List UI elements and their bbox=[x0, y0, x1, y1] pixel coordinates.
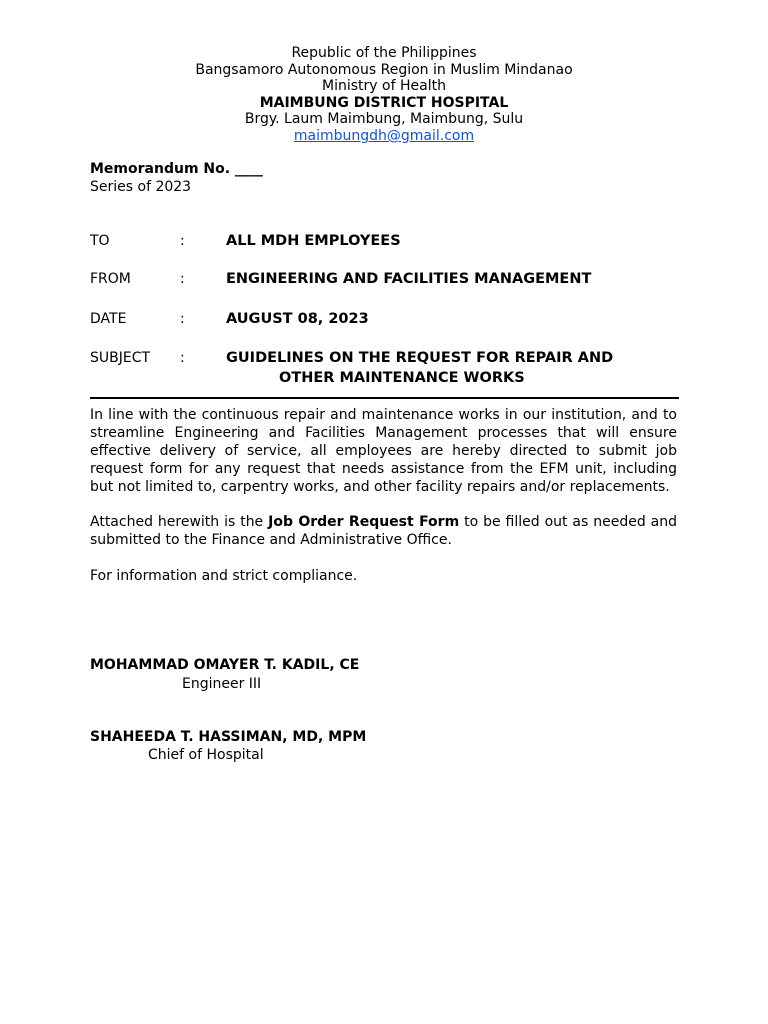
from-value: ENGINEERING AND FACILITIES MANAGEMENT bbox=[226, 271, 592, 287]
from-colon: : bbox=[180, 271, 185, 287]
date-label: DATE bbox=[90, 311, 127, 327]
job-order-form-name: Job Order Request Form bbox=[268, 514, 460, 530]
header-divider bbox=[90, 397, 679, 399]
body-paragraph-1: In line with the continuous repair and maintenance works in our institution, and to streamline Engineering and Facilities Management processes that will ensure effective delivery of service, all employees are hereby directed to submit job request form for any request that needs assistance from the EFM unit, including but not limited to, carpentry works, and other facility repairs and/or replacements. bbox=[90, 407, 677, 495]
para2-before: Attached herewith is the bbox=[90, 514, 269, 530]
subject-colon: : bbox=[180, 350, 185, 366]
memorandum-number: Memorandum No. ____ bbox=[90, 161, 263, 177]
date-value: AUGUST 08, 2023 bbox=[226, 311, 369, 327]
subject-line-1: GUIDELINES ON THE REQUEST FOR REPAIR AND bbox=[226, 350, 614, 366]
letterhead-region: Bangsamoro Autonomous Region in Muslim Mindanao bbox=[195, 61, 573, 78]
to-value: ALL MDH EMPLOYEES bbox=[226, 233, 401, 249]
signatory-1-name: MOHAMMAD OMAYER T. KADIL, CE bbox=[90, 657, 360, 673]
letterhead-country: Republic of the Philippines bbox=[291, 45, 477, 61]
para2-after: to be filled out as needed and submitted to the Finance and Administrative Office. bbox=[90, 514, 678, 548]
letterhead bbox=[0, 45, 768, 145]
subject-line-2: OTHER MAINTENANCE WORKS bbox=[279, 370, 525, 386]
date-colon: : bbox=[180, 311, 185, 327]
to-colon: : bbox=[180, 233, 185, 249]
email-link[interactable]: maimbungdh@gmail.com bbox=[293, 127, 475, 144]
signatory-2-title: Chief of Hospital bbox=[148, 747, 264, 763]
from-label: FROM bbox=[90, 271, 131, 287]
memorandum-series: Series of 2023 bbox=[90, 179, 192, 195]
signatory-1-title: Engineer III bbox=[182, 676, 262, 692]
letterhead-address: Brgy. Laum Maimbung, Maimbung, Sulu bbox=[244, 111, 524, 128]
body-paragraph-2 bbox=[90, 514, 677, 550]
signatory-2-name: SHAHEEDA T. HASSIMAN, MD, MPM bbox=[90, 729, 367, 745]
to-label: TO bbox=[90, 233, 110, 249]
subject-label: SUBJECT bbox=[90, 350, 151, 366]
letterhead-hospital: MAIMBUNG DISTRICT HOSPITAL bbox=[259, 94, 509, 111]
letterhead-ministry: Ministry of Health bbox=[322, 78, 446, 95]
body-paragraph-3: For information and strict compliance. bbox=[90, 568, 358, 584]
